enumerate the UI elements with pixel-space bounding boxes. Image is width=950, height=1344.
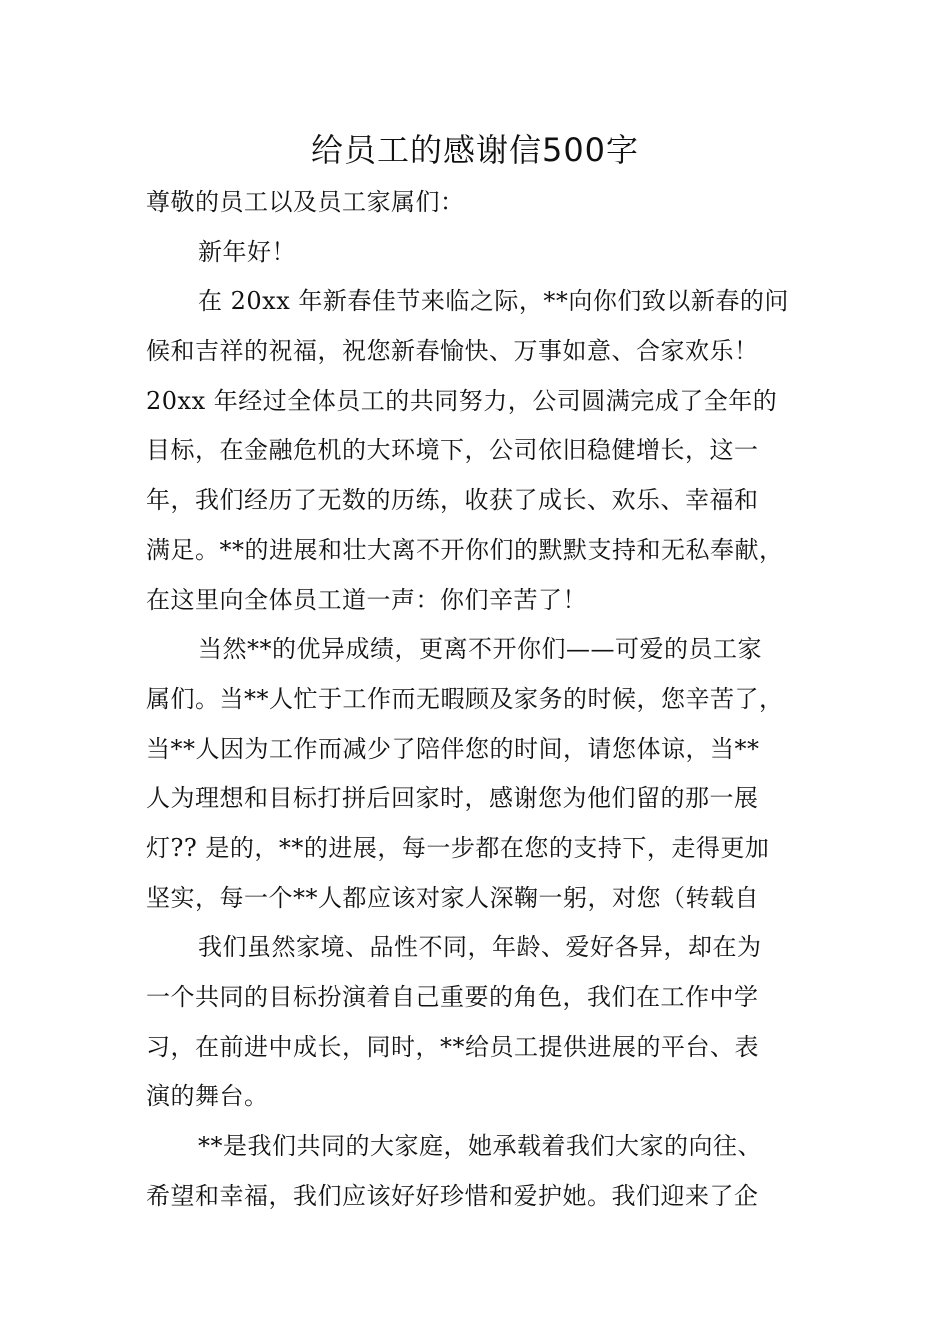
greeting-line: 新年好！ (198, 237, 296, 266)
paragraph-line: 当然**的优异成绩，更离不开你们——可爱的员工家 (198, 635, 762, 664)
paragraph-line: 在这里向全体员工道一声：你们辛苦了！ (146, 585, 587, 614)
paragraph-line: 一个共同的目标扮演着自己重要的角色，我们在工作中学 (146, 983, 759, 1011)
paragraph-line: 演的舞台。 (146, 1082, 269, 1111)
salutation-line: 尊敬的员工以及员工家属们： (146, 188, 465, 216)
letter-body (146, 178, 828, 1221)
paragraph-line: **是我们共同的大家庭，她承载着我们大家的向往、 (198, 1132, 762, 1161)
paragraph-line: 我们虽然家境、品性不同，年龄、爱好各异，却在为 (198, 933, 762, 962)
paragraph-line: 属们。当**人忙于工作而无暇顾及家务的时候，您辛苦了， (146, 684, 784, 713)
paragraph-line: 候和吉祥的祝福，祝您新春愉快、万事如意、合家欢乐！ (146, 337, 759, 366)
document-title: 给员工的感谢信500字 (310, 131, 640, 169)
paragraph-line: 人为理想和目标打拼后回家时，感谢您为他们留的那一展 (146, 784, 759, 813)
paragraph-line: 当**人因为工作而减少了陪伴您的时间，请您体谅，当** (146, 734, 760, 763)
paragraph-line: 目标，在金融危机的大环境下，公司依旧稳健增长，这一 (146, 436, 759, 465)
paragraph-line: 在 20xx 年新春佳节来临之际，**向你们致以新春的问 (198, 287, 789, 316)
paragraph-line: 习，在前进中成长，同时，**给员工提供进展的平台、表 (146, 1032, 759, 1061)
paragraph-line: 年，我们经历了无数的历练，收获了成长、欢乐、幸福和 (146, 486, 759, 515)
paragraph-line: 满足。**的进展和壮大离不开你们的默默支持和无私奉献， (146, 535, 784, 564)
paragraph-line: 希望和幸福，我们应该好好珍惜和爱护她。我们迎来了企 (146, 1181, 759, 1210)
paragraph-line: 坚实，每一个**人都应该对家人深鞠一躬，对您（转载自 (146, 883, 759, 912)
paragraph-line: 灯?? 是的，**的进展，每一步都在您的支持下，走得更加 (146, 833, 770, 862)
paragraph-line: 20xx 年经过全体员工的共同努力，公司圆满完成了全年的 (146, 386, 778, 415)
